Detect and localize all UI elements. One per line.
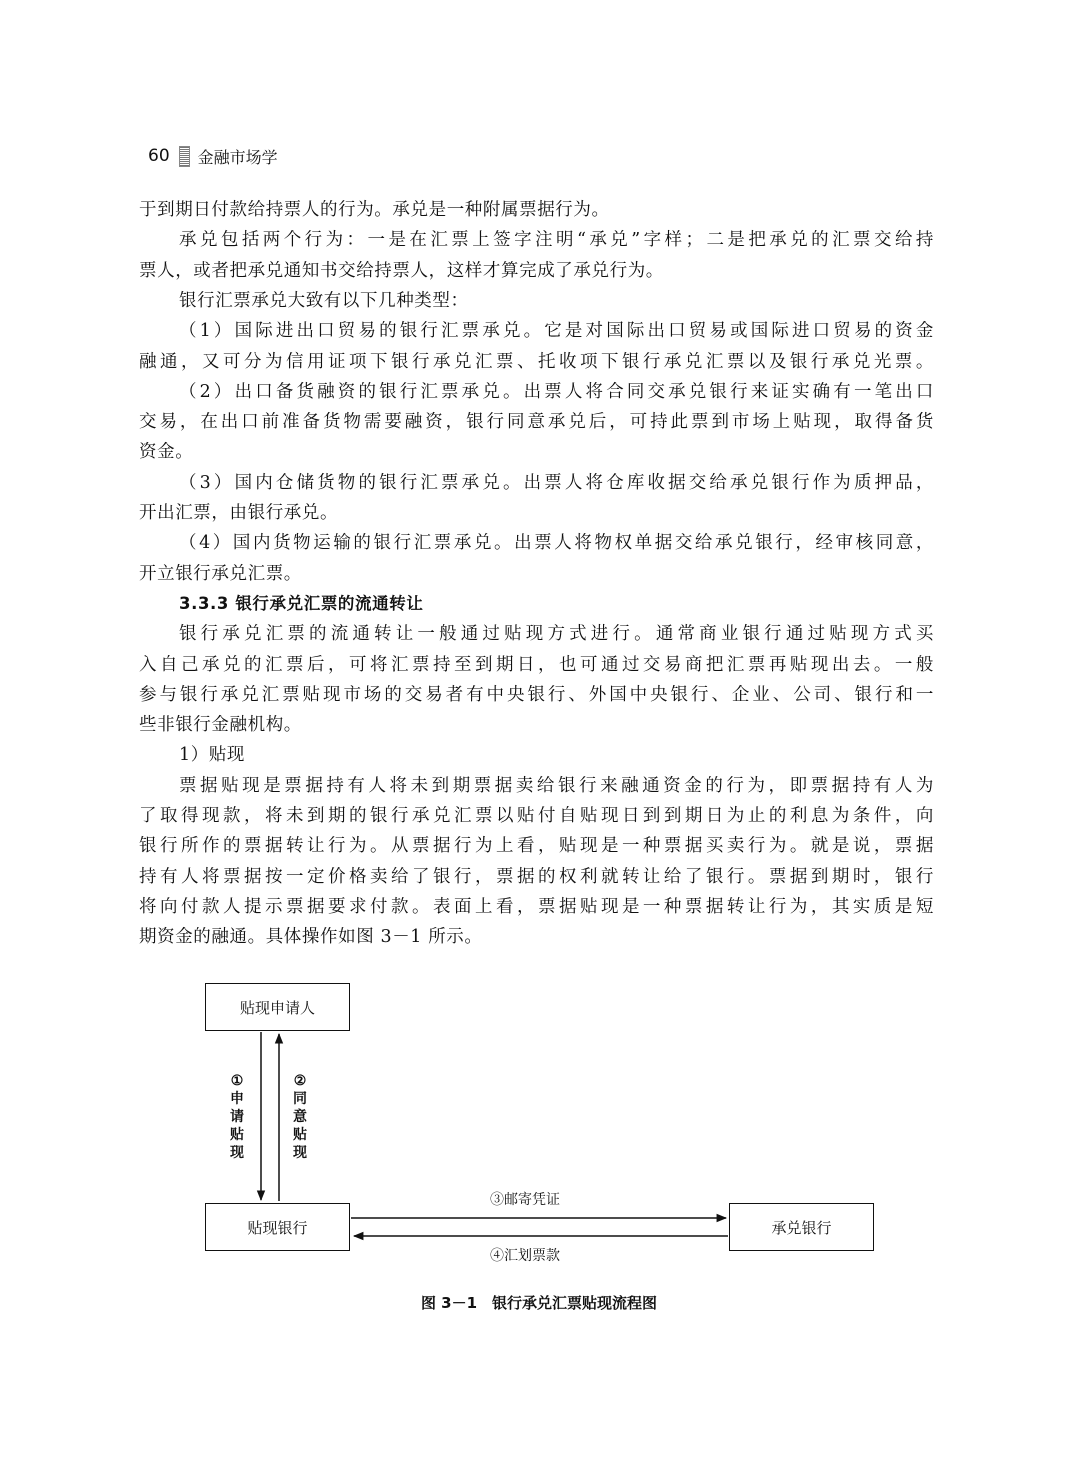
text-line: 交易，在出口前准备货物需要融资，银行同意承兑后，可持此票到市场上贴现，取得备货 <box>139 412 934 433</box>
text-line: 银行承兑汇票的流通转让一般通过贴现方式进行。通常商业银行通过贴现方式买 <box>179 624 934 645</box>
text-line: 银行所作的票据转让行为。从票据行为上看，贴现是一种票据买卖行为。就是说，票据 <box>139 836 934 857</box>
node-label: 贴现申请人 <box>239 998 315 1017</box>
text-line: 资金。 <box>139 442 194 463</box>
text-line: 1）贴现 <box>179 745 246 766</box>
book-title: 金融市场学 <box>197 147 278 167</box>
figure-caption: 图 3－1 银行承兑汇票贴现流程图 <box>420 1294 658 1312</box>
text-line: 参与银行承兑汇票贴现市场的交易者有中央银行、外国中央银行、企业、公司、银行和一 <box>139 684 934 705</box>
page-number: 60 <box>148 146 170 166</box>
label-step1-apply: ① 申 请 贴 现 <box>230 1073 244 1161</box>
text-line: 票据贴现是票据持有人将未到期票据卖给银行来融通资金的行为，即票据持有人为 <box>179 775 934 796</box>
label-step3-mail-voucher: ③邮寄凭证 <box>490 1192 560 1208</box>
text-line: （1）国际进出口贸易的银行汇票承兑。它是对国际出口贸易或国际进口贸易的资金 <box>179 321 934 342</box>
text-line: 融通，又可分为信用证项下银行承兑汇票、托收项下银行承兑汇票以及银行承兑光票。 <box>139 351 934 372</box>
text-line: 承兑包括两个行为：一是在汇票上签字注明“承兑”字样；二是把承兑的汇票交给持 <box>179 230 934 251</box>
text-line: 期资金的融通。具体操作如图 3－1 所示。 <box>139 927 483 948</box>
text-line: 开出汇票，由银行承兑。 <box>139 503 339 523</box>
section-heading: 3.3.3 银行承兑汇票的流通转让 <box>179 593 424 613</box>
text-line: 将向付款人提示票据要求付款。表面上看，票据贴现是一种票据转让行为，其实质是短 <box>139 896 934 917</box>
text-line: （3）国内仓储货物的银行汇票承兑。出票人将仓库收据交给承兑银行作为质押品， <box>179 472 934 493</box>
text-line: 于到期日付款给持票人的行为。承兑是一种附属票据行为。 <box>139 200 610 220</box>
node-label: 贴现银行 <box>247 1218 308 1237</box>
text-line: 些非银行金融机构。 <box>139 715 302 736</box>
text-line: 持有人将票据按一定价格卖给了银行，票据的权利就转让给了银行。票据到期时，银行 <box>139 866 934 887</box>
node-label: 承兑银行 <box>771 1218 832 1237</box>
text-line: 票人，或者把承兑通知书交给持票人，这样才算完成了承兑行为。 <box>139 260 664 281</box>
text-line: （4）国内货物运输的银行汇票承兑。出票人将物权单据交给承兑银行，经审核同意， <box>179 533 934 554</box>
text-line: （2）出口备货融资的银行汇票承兑。出票人将合同交承兑银行来证实确有一笔出口 <box>179 381 934 402</box>
text-line: 入自己承兑的汇票后，可将汇票持至到期日，也可通过交易商把汇票再贴现出去。一般 <box>139 654 934 675</box>
label-step2-agree: ② 同 意 贴 现 <box>293 1073 307 1161</box>
text-line: 银行汇票承兑大致有以下几种类型： <box>179 290 469 311</box>
label-step4-transfer-payment: ④汇划票款 <box>490 1248 560 1264</box>
text-line: 了取得现款，将未到期的银行承兑汇票以贴付自贴现日到到期日为止的利息为条件，向 <box>139 806 934 826</box>
text-line: 开立银行承兑汇票。 <box>139 563 302 584</box>
